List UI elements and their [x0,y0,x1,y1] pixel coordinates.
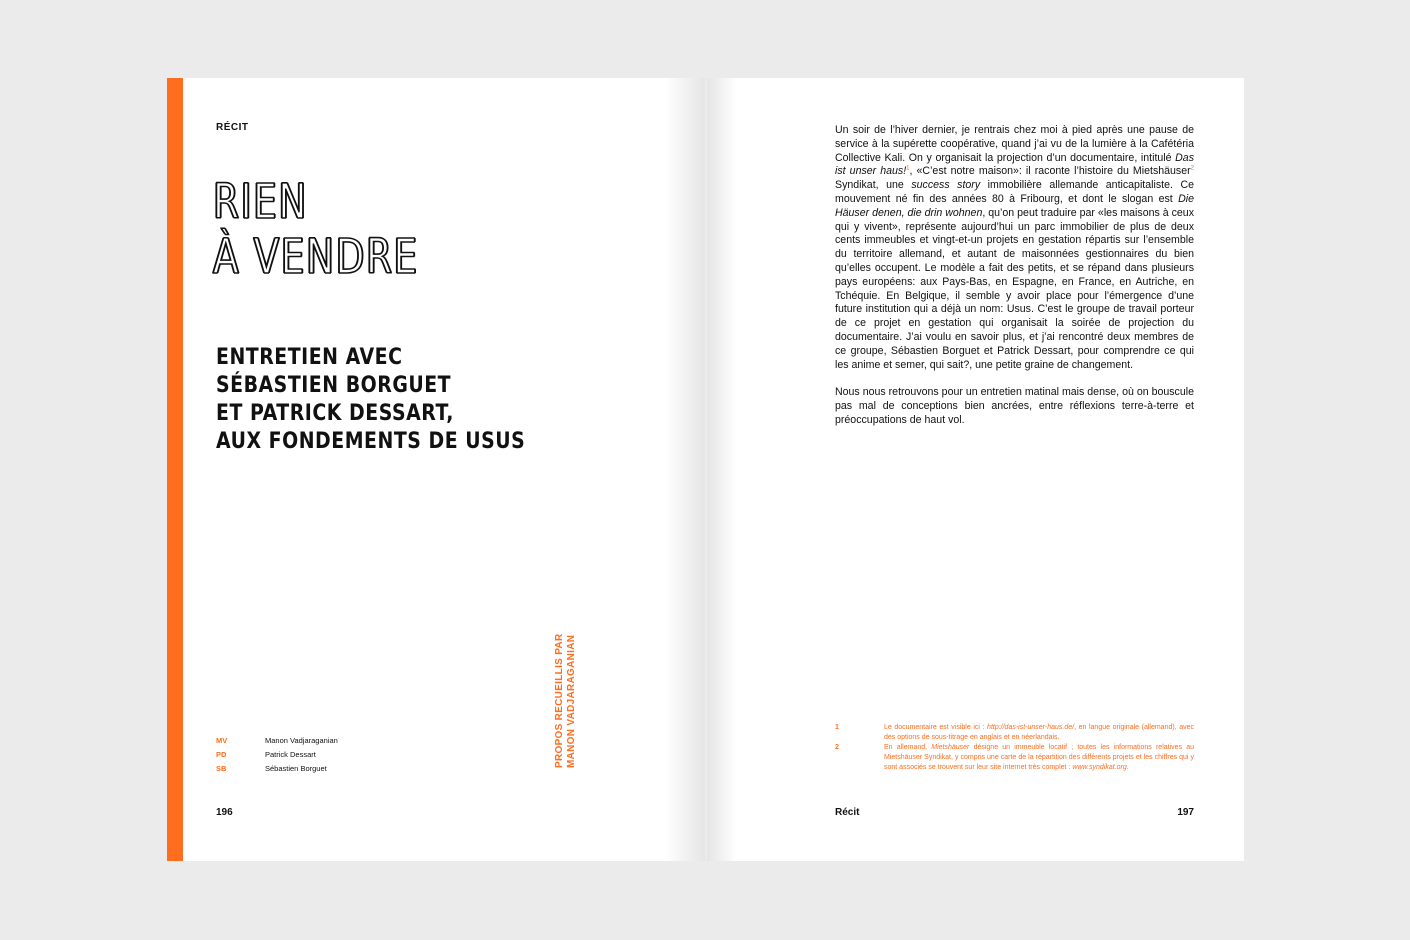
paragraph-1 [835,124,1194,372]
footnote-link[interactable]: www.syndikat.org [1072,764,1127,771]
footnote [835,743,1194,773]
paragraph-2: Nous nous retrouvons pour un entretien matinal mais dense, où on bouscule pas mal de conceptions bien ancrées, entre réflexions terre-à-terre et préoccupations de haut vol. [835,386,1194,426]
footnotes [835,723,1194,773]
footnote-ref-2[interactable]: 2 [1190,165,1194,172]
participant-row [216,747,338,761]
participant-code: PD [216,749,227,759]
interview-credit [554,634,578,768]
article-title [213,175,419,285]
left-page [167,78,705,861]
subtitle-line-2: SÉBASTIEN BORGUET [216,373,452,398]
text-run: Le documentaire est visible ici : [884,724,988,731]
page-number-left: 196 [216,807,233,818]
participant-name: Sébastien Borguet [265,763,327,773]
orange-edge-bar [167,78,183,861]
footnote-text [884,723,1194,743]
participant-name: Patrick Dessart [265,749,316,759]
footnote-number: 2 [835,744,839,751]
participant-code: SB [216,763,227,773]
text-run: , qu’on peut traduire par «les maisons à ceux qui y vivent», représente aujourd’hui un parc immobilier de plus de deux cents immeubles et vingt-et-un projets en gestation répartis sur l’ensemble du territoire allemand, et autant de maisonnées gestionnaires du bien qu’elles occupent. Le modèle a fait des petits, et se répand dans plusieurs pays européens: aux Pays-Bas, en Espagne, en France, en Autriche, en Tchéquie. En Belgique, il semble y avoir place pour l’émergence d’une future institution qui a déjà un nom: Usus. C’est le groupe de travail porteur de ce projet en gestation qui organisait la soirée de projection du documentaire. J’ai voulu en savoir plus, et j’ai rencontré deux membres de ce groupe, Sébastien Borguet et Patrick Dessart, pour comprendre ce qui les anime et semer, qui sait?, une petite graine de changement. [835,206,1194,371]
credit-line-2: MANON VADJARAGANIAN [566,634,577,768]
text-run: Syndikat, une [835,179,912,192]
slogan-italic: Die Häuser denen, die drin wohnen [835,192,1194,219]
title-line-1: RIEN [213,174,308,230]
footnote-text [884,743,1194,773]
subtitle-line-1: ENTRETIEN AVEC [216,345,403,370]
running-head: Récit [835,807,860,818]
footnote-link[interactable]: http://das-ist-unser-haus.de/ [987,724,1075,731]
footnote-ref-1[interactable]: 1 [906,165,910,172]
participant-code: MV [216,735,228,745]
page-number-right: 197 [1177,807,1194,818]
footnote-number: 1 [835,724,839,731]
documentary-title: Das ist unser haus! [835,151,1194,178]
participant-row [216,733,338,747]
subtitle-line-3: ET PATRICK DESSART, [216,401,454,426]
article-subtitle [216,344,525,456]
text-run: , «C’est notre maison»: il raconte l’histoire du Mietshäuser [909,165,1191,178]
footnote [835,723,1194,743]
text-run: désigne un immeuble locatif ; toutes les informations relatives au Mietshäuser Syndikat, y compris une carte de la répartition des différents projets et les chiffres qui y sont associés se trouvent sur leur site internet très complet : [884,744,1194,771]
text-run: Un soir de l’hiver dernier, je rentrais chez moi à pied après une pause de service à la supérette coopérative, quand j’ai vu de la lumière à la Cafétéria Collective Kali. On y organisait la projection d’un documentaire, intitulé [835,124,1194,164]
participant-row [216,761,338,775]
text-run: immobilière allemande anticapitaliste. Ce mouvement né fin des années 80 à Fribourg, et dont le slogan est [835,179,1195,205]
body-text [835,124,1194,441]
credit-line-1: PROPOS RECUEILLIS PAR [554,633,565,768]
text-run: , en langue originale (allemand), avec des options de sous-titrage en anglais et en néerlandais. [884,724,1194,741]
text-run: En allemand, [884,744,932,751]
italic-text: Mietshäuser [931,744,970,751]
gutter-shadow [707,78,737,861]
gutter-shadow [665,78,705,861]
subtitle-line-4: AUX FONDEMENTS DE USUS [216,429,526,454]
title-line-2: À VENDRE [213,229,419,285]
participant-name: Manon Vadjaraganian [265,735,338,745]
right-page [707,78,1244,861]
text-run: . [1126,764,1129,771]
italic-text: success story [911,179,981,192]
participants-list [216,733,338,775]
section-label: RÉCIT [216,122,249,133]
